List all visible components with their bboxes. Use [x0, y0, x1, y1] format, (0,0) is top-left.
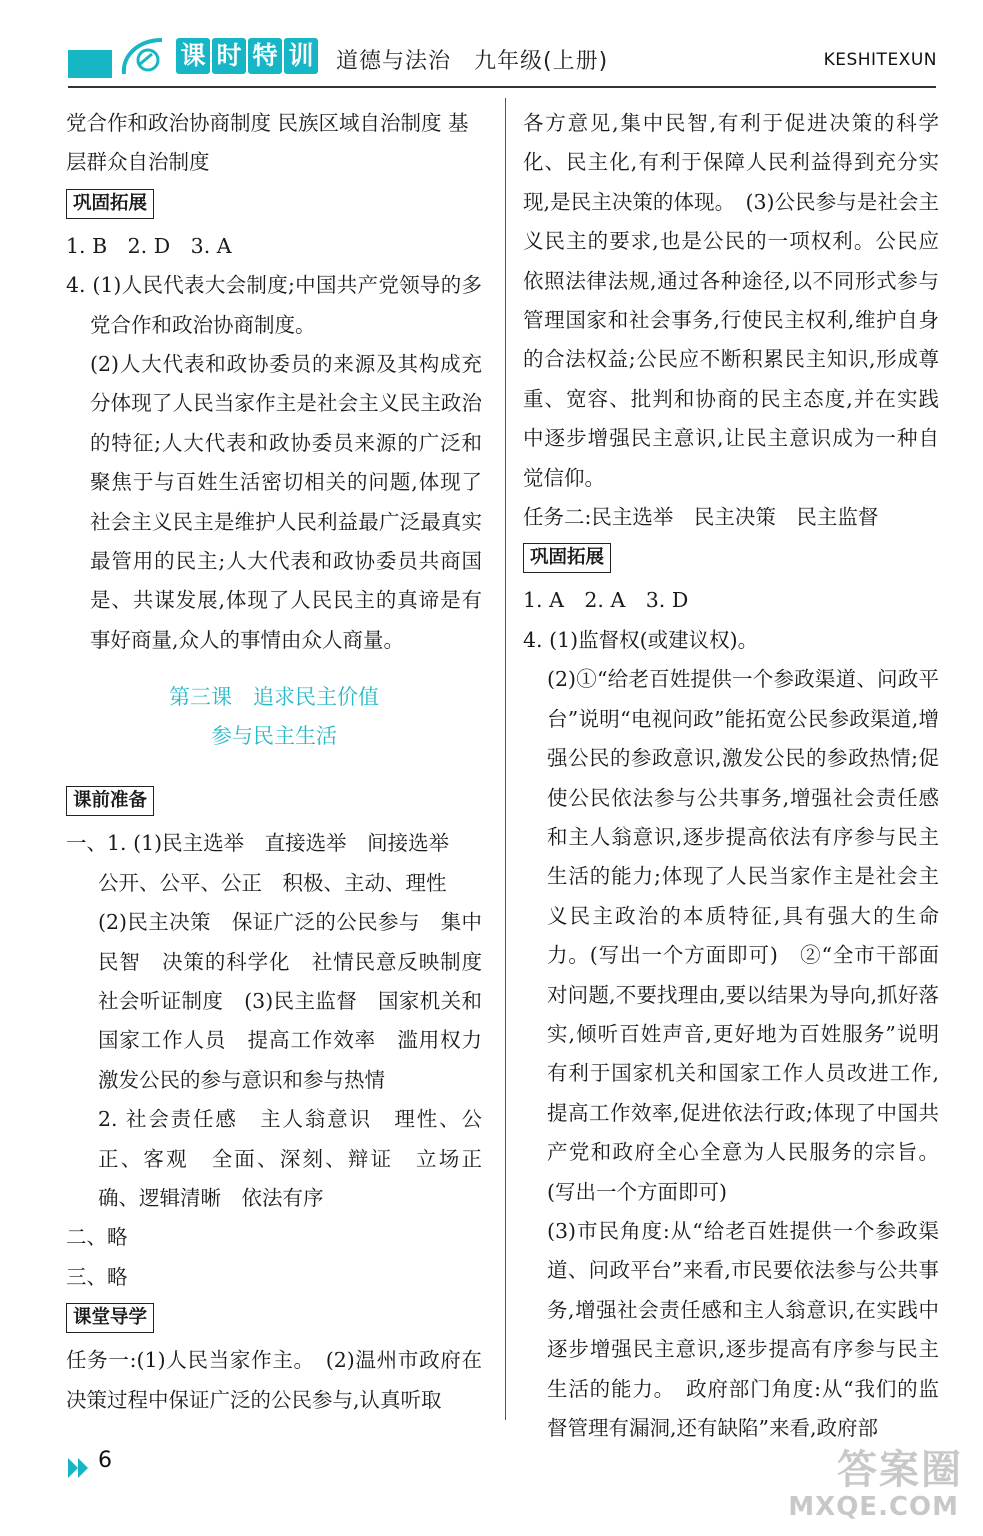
section-tag-preview: 课前准备	[66, 786, 154, 816]
page-number: 6	[98, 1448, 112, 1473]
lesson-title-line1: 第三课 追求民主价值	[169, 685, 379, 710]
prep-paragraph: (2)民主决策 保证广泛的公民参与 集中民智 决策的科学化 社情民意反映制度 社会听证制度 (3)民主监督 国家机关和国家工作人员 提高工作效率 滥用权力 激发公民的参与意识和参与热情	[98, 910, 503, 1092]
task1-paragraph: 任务一:(1)人民当家作主。 (2)温州市政府在决策过程中保证广泛的公民参与,认真听取	[66, 1348, 482, 1412]
section-tag-consolidate: 巩固拓展	[523, 543, 611, 573]
header-color-block	[68, 50, 112, 78]
prep-line: 一、1. (1)民主选举 直接选举 间接选举	[66, 831, 450, 856]
lesson-title	[66, 678, 482, 756]
subject-title: 道德与法治 九年级(上册)	[336, 49, 609, 74]
answer-q4-part3: (3)市民角度:从“给老百姓提供一个参政渠道、问政平台”来看,市民要依法参与公共事务,增强社会责任感和主人翁意识,在实践中逐步增强民主意识,逐步提高有序参与民主生活的能力。 政府部门角度:从“我们的监督管理有漏洞,还有缺陷”来看,政府部	[547, 1218, 939, 1440]
header-rule	[68, 86, 936, 88]
prep-line: 三、略	[66, 1264, 128, 1289]
brand-swoosh-icon	[118, 34, 174, 82]
answer-q4-part1: 4. (1)人民代表大会制度;中国共产党领导的多党合作和政治协商制度。	[66, 273, 482, 337]
answer-q4-part2: (2)①“给老百姓提供一个参政渠道、问政平台”说明“电视问政”能拓宽公民参政渠道,增强公民的参政意识,激发公民的参政热情;促使公民依法参与公共事务,增强社会责任感和主人翁意识,逐步提高依法有序参与民主生活的能力;体现了人民当家作主是社会主义民主政治的本质特征,具有强大的生命力。(写出一个方面即可) ②“全市干部面对问题,不要找理由,要以结果为导向,抓好落实,倾听百姓声音,更好地为百姓服务”说明有利于国家机关和国家工作人员改进工作,提高工作效率,促进依法行政;体现了中国共产党和政府全心全意为人民服务的宗旨。(写出一个方面即可)	[547, 667, 939, 1204]
intro-line: 层群众自治制度	[66, 150, 210, 175]
column-divider	[505, 98, 506, 1420]
left-column	[66, 104, 503, 1420]
brand-char: 特	[248, 38, 282, 74]
answer-line: 1. A 2. A 3. D	[523, 588, 689, 613]
answer-line: 1. B 2. D 3. A	[66, 233, 232, 258]
brand-char: 时	[212, 38, 246, 74]
lesson-title-line2: 参与民主生活	[211, 724, 337, 749]
brand-title	[176, 38, 320, 74]
watermark-text: 答案圈	[837, 1447, 963, 1493]
series-code: KESHITEXUN	[823, 50, 937, 70]
brand-char: 课	[176, 38, 210, 74]
brand-char: 训	[284, 38, 318, 74]
page-header	[0, 0, 983, 90]
answer-q4-part1: 4. (1)监督权(或建议权)。	[523, 627, 759, 652]
section-tag-consolidate: 巩固拓展	[66, 189, 154, 219]
right-column	[523, 104, 939, 1448]
watermark-url: MXQE.COM	[788, 1492, 959, 1522]
prep-line: 二、略	[66, 1225, 128, 1250]
intro-line: 党合作和政治协商制度 民族区域自治制度 基	[66, 111, 469, 135]
answer-q4-part2: (2)人大代表和政协委员的来源及其构成充分体现了人民当家作主是社会主义民主政治的特征;人大代表和政协委员来源的广泛和聚焦于与百姓生活密切相关的问题,体现了社会主义民主是维护人民利益最广泛最真实最管用的民主;人大代表和政协委员共商国是、共谋发展,体现了人民民主的真谛是有事好商量,众人的事情由众人商量。	[90, 352, 482, 652]
prep-line: 公开、公平、公正 积极、主动、理性	[98, 870, 447, 895]
task2-line: 任务二:民主选举 民主决策 民主监督	[523, 505, 879, 530]
section-tag-class-guide: 课堂导学	[66, 1303, 154, 1333]
page-arrow-icon	[66, 1456, 94, 1480]
task1-continued: 各方意见,集中民智,有利于促进决策的科学化、民主化,有利于保障人民利益得到充分实现,是民主决策的体现。 (3)公民参与是社会主义民主的要求,也是公民的一项权利。公民应依照法律法规,通过各种途径,以不同形式参与管理国家和社会事务,行使民主权利,维护自身的合法权益;公民应不断积累民主知识,形成尊重、宽容、批判和协商的民主态度,并在实践中逐步增强民主意识,让民主意识成为一种自觉信仰。	[523, 111, 939, 490]
watermark-logo	[783, 1438, 963, 1522]
prep-paragraph: 2. 社会责任感 主人翁意识 理性、公正、客观 全面、深刻、辩证 立场正确、逻辑清晰 依法有序	[98, 1107, 482, 1210]
